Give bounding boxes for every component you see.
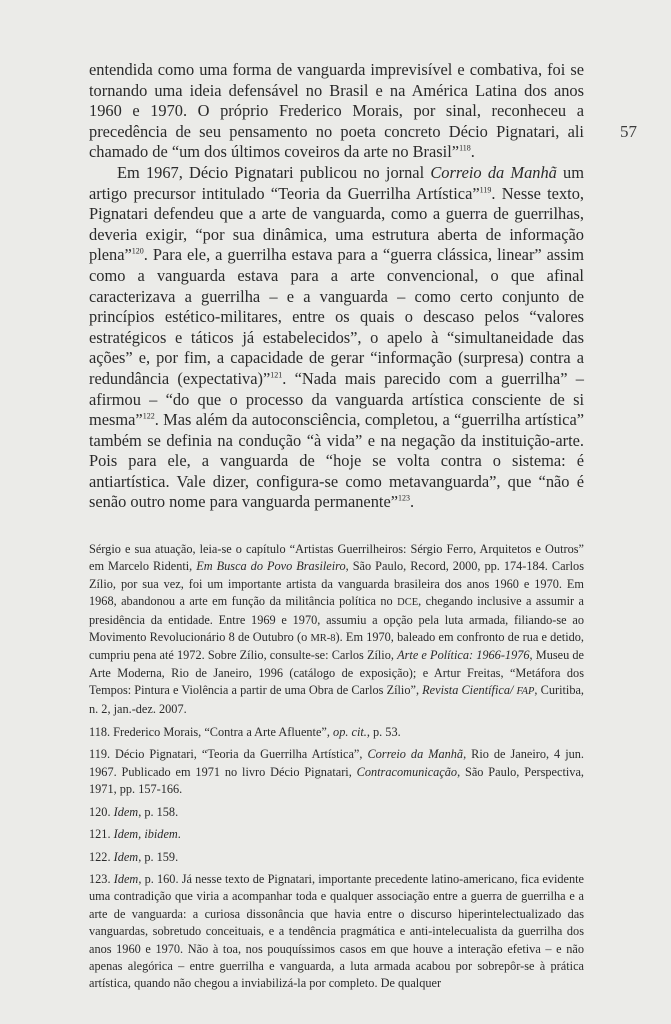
footnote-123: 123. Idem, p. 160. Já nesse texto de Pignatari, importante precedente latino-americano, fica evidente uma contradição que viria a acompanhar toda e qualquer associação entre a guerra de guerrilha e a arte de vanguarda: a curiosa dissonância que havia entre o discurso hiperintelectualizado das vanguardas, sobretudo conceituais, e a tendência pragmática e anti-intelecualista da guerrilha dos anos 1960 e 1970. Não à toa, nos pouquíssimos casos em que houve a interação efetiva – e não apenas alegórica – entre guerrilha e vanguarda, a luta armada acabou por sobrepôr-se à prática artística, quando não chegou a inviabilizá-la por completo. De qualquer — [89, 871, 584, 991]
footnote-119: 119. Décio Pignatari, “Teoria da Guerrilha Artística”, Correio da Manhã, Rio de Janeiro, 4 jun. 1967. Publicado em 1971 no livro Décio Pignatari, Contracomunicação, São Paulo, Perspectiva, 1971, pp. 157-166. — [89, 747, 584, 797]
paragraph-1: entendida como uma forma de vanguarda imprevisível e combativa, foi se tornando uma ideia defensável no Brasil e na América Latina dos anos 1960 e 1970. O próprio Frederico Morais, por sinal, reconheceu a precedência de seu pensamento no poeta concreto Décio Pignatari, ali chamado de “um dos últimos coveiros da arte no Brasil”$^{118}$. — [89, 60, 584, 162]
footnote-121: 121. Idem, ibidem. — [89, 827, 181, 842]
footnote-118: 118. Frederico Morais, “Contra a Arte Afluente”, op. cit., p. 53. — [89, 725, 401, 740]
footnote-ref-122: 122 — [142, 411, 155, 421]
footnote-ref-123: 123 — [398, 494, 411, 503]
footnote-continued: Sérgio e sua atuação, leia-se o capítulo “Artistas Guerrilheiros: Sérgio Ferro, Arquitetos e Outros” em Marcelo Ridenti, Em Busca do Povo Brasileiro, São Paulo, Record, 2000, pp. 174-184. Carlos Zílio, por sua vez, foi um importante artista da vanguarda brasileira dos anos 1960 e 1970. Em 1968, abandonou a arte em função da militância política no DCE, chegando inclusive a assumir a presidência da entidade. Entre 1969 e 1970, assumiu a opção pela luta armada, filiando-se ao Movimento Revolucionário 8 de Outubro (o MR-8). Em 1970, baleado em confronto de rua e detido, cumpriu pena até 1972. Sobre Zílio, consulte-se: Carlos Zílio, Arte e Política: 1966-1976, Museu de Arte Moderna, Rio de Janeiro, 1996 (catálogo de exposição); e Artur Freitas, “Metáfora dos Tempos: Pintura e Violência a partir de uma Obra de Carlos Zílio”, Revista Científica/ FAP, Curitiba, n. 2, jan.-dez. 2007. — [89, 542, 585, 716]
paragraph-2: Em 1967, Décio Pignatari publicou no jornal Correio da Manhã um artigo precursor intitulado “Teoria da Guerrilha Artística”$^{119}$. Nesse texto, Pignatari defendeu que a arte de vanguarda, como a guerra de guerrilhas, deveria exigir, “por sua dinâmica, uma estrutura aberta de informação plena”$^{120}$. Para ele, a guerrilha estava para a “guerra clássica, linear” assim como a vanguarda estava para a arte convencional, o que afinal caracterizava a guerrilha – e a vanguarda – como certo conjunto de princípios estético-militares, entre os quais o descaso pelos “valores estratégicos e táticos já estabelecidos”, o apelo à “simultaneidade das ações” e, por fim, a capacidade de gerar “informação (surpresa) contra a redundância (expectativa)”$^{121}$. “Nada mais parecido com a guerrilha” – afirmou – “do que o processo da vanguarda artística consciente de si mesma”$^{122}$. Mas além da autoconsciência, completou, a “guerrilha artística” também se definia na condução “à vida” e na negação da instituição-arte. Pois para ele, a vanguarda de “hoje se volta contra o sistema: é antiartística. Vale dizer, configura-se como metavanguarda”, que “não é senão outro nome para vanguarda permanente”$^{123}$. — [89, 162, 585, 512]
footnote-122: 122. Idem, p. 159. — [89, 849, 179, 864]
footnotes — [89, 541, 584, 998]
page-number: 57 — [620, 122, 637, 141]
main-text — [89, 60, 584, 513]
footnote-ref-118: 118 — [459, 143, 471, 153]
footnote-ref-121: 121 — [270, 370, 283, 380]
footnote-ref-119: 119 — [479, 185, 492, 195]
footnote-ref-120: 120 — [131, 246, 144, 256]
footnote-120: 120. Idem, p. 158. — [89, 804, 179, 819]
